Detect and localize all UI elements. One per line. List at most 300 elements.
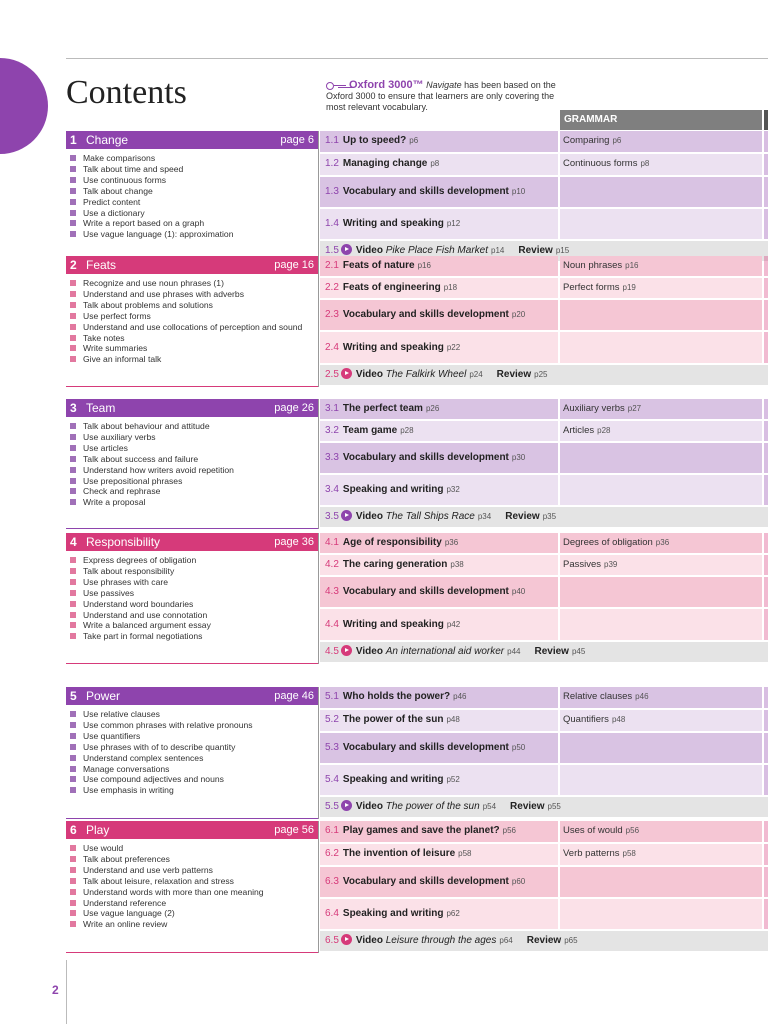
lesson-page: p52: [446, 775, 460, 784]
unit-title: Team: [86, 401, 116, 415]
bullet-square-icon: [70, 445, 76, 451]
objective-text: Use quantifiers: [83, 730, 141, 741]
lesson-number: 2.3: [325, 309, 339, 320]
lesson-title: Writing and speaking: [342, 342, 444, 353]
objective-text: Use phrases with care: [83, 576, 169, 587]
bullet-square-icon: [70, 845, 76, 851]
lesson-row[interactable]: [320, 278, 558, 298]
lesson-title: The invention of leisure: [342, 848, 456, 859]
grammar-cell: [560, 733, 762, 763]
lesson-row[interactable]: [320, 475, 558, 505]
lesson-page: p62: [446, 909, 460, 918]
objective-text: Use phrases with of to describe quantity: [83, 741, 236, 752]
lesson-number: 5.4: [325, 774, 339, 785]
lesson-page: p12: [446, 219, 461, 228]
lesson-title: Writing and speaking: [342, 218, 444, 229]
objective-item: [66, 153, 316, 164]
objective-text: Use common phrases with relative pronouns: [83, 719, 253, 730]
objective-text: Use continuous forms: [83, 174, 167, 185]
bullet-square-icon: [70, 633, 76, 639]
review-page: p25: [534, 370, 548, 379]
review-page: p15: [555, 246, 570, 255]
bullet-square-icon: [70, 478, 76, 484]
bullet-square-icon: [70, 199, 76, 205]
lesson-page: p36: [444, 538, 459, 547]
grammar-cell: [560, 687, 762, 708]
objective-text: Use prepositional phrases: [83, 475, 183, 486]
review-label: Review: [496, 369, 532, 380]
unit-number: 4: [70, 535, 77, 549]
video-label: Video: [355, 801, 383, 812]
unit-page: page 16: [274, 259, 314, 271]
lesson-row[interactable]: [320, 177, 558, 207]
video-number: 1.5: [325, 245, 339, 256]
grammar-cell: [560, 332, 762, 363]
objective-text: Write a balanced argument essay: [83, 620, 211, 631]
grammar-cell: [560, 821, 762, 842]
bullet-square-icon: [70, 612, 76, 618]
play-icon[interactable]: [341, 368, 352, 379]
bullet-square-icon: [70, 601, 76, 607]
lesson-number: 4.4: [325, 619, 339, 630]
objective-text: Take part in formal negotiations: [83, 631, 203, 642]
objective-item: [66, 186, 316, 197]
lesson-page: p26: [425, 404, 440, 413]
grammar-page: p28: [597, 426, 611, 435]
objective-text: Talk about leisure, relaxation and stress: [83, 875, 234, 886]
next-column-cell: [764, 475, 768, 505]
lesson-number: 6.1: [325, 825, 339, 836]
lesson-title: Writing and speaking: [342, 619, 444, 630]
bullet-square-icon: [70, 231, 76, 237]
objective-item: [66, 311, 316, 322]
page-title: Contents: [66, 74, 187, 111]
objective-text: Use perfect forms: [83, 310, 151, 321]
review-page: p65: [564, 936, 578, 945]
review-label: Review: [518, 245, 553, 256]
lesson-row[interactable]: [320, 867, 558, 897]
objective-item: [66, 731, 316, 742]
objective-item: [66, 164, 316, 175]
lesson-number: 3.3: [325, 452, 339, 463]
lesson-page: p48: [446, 715, 460, 724]
grammar-page: p39: [604, 560, 618, 569]
lesson-row[interactable]: [320, 899, 558, 929]
lesson-number: 1.4: [325, 218, 339, 229]
objective-item: [66, 876, 316, 887]
lesson-row[interactable]: [320, 609, 558, 640]
review-label: Review: [510, 801, 545, 812]
next-column-cell: [764, 332, 768, 363]
bullet-square-icon: [70, 324, 76, 330]
bullet-square-icon: [70, 722, 76, 728]
lesson-number: 1.1: [325, 135, 339, 146]
objective-text: Predict content: [83, 196, 141, 207]
video-page: p24: [469, 370, 483, 379]
objective-text: Understand complex sentences: [83, 752, 204, 763]
bullet-square-icon: [70, 220, 76, 226]
bullet-square-icon: [70, 910, 76, 916]
grammar-topic: Auxiliary verbs: [563, 403, 625, 414]
lesson-row[interactable]: [320, 421, 558, 441]
grammar-cell: [560, 609, 762, 640]
grammar-cell: [560, 475, 762, 505]
play-icon[interactable]: [341, 800, 352, 811]
lesson-page: p42: [446, 620, 461, 629]
next-column-cell: [764, 899, 768, 929]
grammar-cell: [560, 555, 762, 575]
objective-text: Talk about behaviour and attitude: [83, 421, 210, 431]
objective-item: [66, 854, 316, 865]
column-divider: [318, 256, 319, 387]
objective-text: Use compound adjectives and nouns: [83, 774, 224, 785]
lesson-row[interactable]: [320, 443, 558, 473]
lesson-row[interactable]: [320, 710, 558, 731]
objective-item: [66, 919, 316, 930]
grammar-cell: [560, 278, 762, 298]
objective-text: Understand and use collocations of perception and sound: [83, 321, 303, 332]
column-divider: [318, 533, 319, 664]
next-column-cell: [764, 577, 768, 607]
unit-bottom-rule: [66, 952, 318, 953]
objective-item: [66, 753, 316, 764]
lesson-page: p30: [511, 453, 526, 462]
next-column-cell: [764, 421, 768, 441]
objective-item: [66, 476, 316, 487]
lesson-title: Vocabulary and skills development: [342, 586, 509, 597]
unit-header[interactable]: [66, 533, 318, 551]
unit-number: 2: [70, 258, 77, 272]
objective-text: Talk about time and speed: [83, 163, 184, 174]
objective-item: [66, 197, 316, 208]
objective-item: [66, 610, 316, 621]
objective-item: [66, 631, 316, 642]
lesson-title: The perfect team: [342, 403, 423, 414]
grammar-cell: [560, 131, 762, 152]
objective-item: [66, 432, 316, 443]
grammar-cell: [560, 867, 762, 897]
objective-item: [66, 720, 316, 731]
unit-bottom-rule: [66, 818, 318, 819]
column-divider: [318, 821, 319, 953]
objective-item: [66, 229, 316, 240]
unit-title: Change: [86, 133, 129, 147]
objective-item: [66, 300, 316, 311]
objective-text: Use vague language (1): approximation: [83, 229, 234, 240]
page-number: 2: [52, 983, 59, 997]
objective-item: [66, 577, 316, 588]
bullet-square-icon: [70, 291, 76, 297]
grammar-cell: [560, 844, 762, 865]
bullet-square-icon: [70, 579, 76, 585]
bullet-square-icon: [70, 878, 76, 884]
review-label: Review: [505, 511, 540, 522]
lesson-number: 2.2: [325, 282, 339, 293]
objective-item: [66, 908, 316, 919]
lesson-number: 1.3: [325, 186, 339, 197]
bullet-square-icon: [70, 733, 76, 739]
objective-text: Talk about problems and solutions: [83, 299, 213, 310]
objective-item: [66, 785, 316, 796]
next-column-cell: [764, 278, 768, 298]
lesson-page: p32: [446, 485, 460, 494]
lesson-number: 5.2: [325, 714, 339, 725]
objective-item: [66, 322, 316, 333]
next-column-cell: [764, 300, 768, 330]
objective-item: [66, 278, 316, 289]
unit-header[interactable]: [66, 399, 318, 417]
column-divider: [318, 399, 319, 529]
lesson-page: p18: [443, 283, 458, 292]
lesson-number: 2.1: [325, 260, 339, 271]
objective-item: [66, 887, 316, 898]
video-review-row[interactable]: [320, 797, 768, 817]
objective-item: [66, 555, 316, 566]
unit-number: 3: [70, 401, 77, 415]
top-rule: [66, 58, 768, 59]
grammar-page: p36: [655, 538, 670, 547]
grammar-cell: [560, 533, 762, 553]
play-icon[interactable]: [341, 510, 352, 521]
play-icon[interactable]: [341, 934, 352, 945]
next-column-cell: [764, 555, 768, 575]
video-review-row[interactable]: [320, 507, 768, 527]
margin-rule: [66, 960, 67, 1024]
lesson-number: 6.2: [325, 848, 339, 859]
next-column-cell: [764, 131, 768, 152]
unit-page: page 46: [274, 690, 314, 702]
objective-text: Recognize and use noun phrases (1): [83, 278, 224, 288]
objective-item: [66, 175, 316, 186]
unit-title: Feats: [86, 258, 117, 272]
video-page: p64: [499, 936, 513, 945]
video-number: 5.5: [325, 801, 339, 812]
lesson-number: 3.4: [325, 484, 339, 495]
grammar-page: p27: [627, 404, 642, 413]
bullet-square-icon: [70, 188, 76, 194]
video-label: Video: [355, 369, 383, 380]
next-column-cell: [764, 867, 768, 897]
next-column-cell: [764, 609, 768, 640]
objective-item: [66, 865, 316, 876]
lesson-page: p16: [417, 261, 431, 270]
bullet-square-icon: [70, 210, 76, 216]
objective-text: Use relative clauses: [83, 709, 160, 719]
video-review-row[interactable]: [320, 642, 768, 662]
objective-text: Write a report based on a graph: [83, 218, 205, 229]
bullet-square-icon: [70, 568, 76, 574]
lesson-row[interactable]: [320, 209, 558, 239]
bullet-square-icon: [70, 867, 76, 873]
video-label: Video: [355, 245, 383, 256]
unit-page: page 36: [274, 536, 314, 548]
video-title: An international aid worker: [385, 646, 505, 657]
objective-text: Manage conversations: [83, 763, 170, 774]
objective-text: Understand and use verb patterns: [83, 864, 213, 875]
lesson-row[interactable]: [320, 332, 558, 363]
next-column-cell: [764, 399, 768, 419]
bullet-square-icon: [70, 177, 76, 183]
lesson-page: p40: [511, 587, 526, 596]
objective-text: Talk about preferences: [83, 853, 170, 864]
next-column-cell: [764, 177, 768, 207]
lesson-row[interactable]: [320, 687, 558, 708]
unit-number: 5: [70, 689, 77, 703]
objective-item: [66, 333, 316, 344]
lesson-title: Play games and save the planet?: [342, 825, 500, 836]
bullet-square-icon: [70, 711, 76, 717]
lesson-row[interactable]: [320, 154, 558, 175]
objective-text: Understand and use connotation: [83, 609, 208, 620]
unit-header[interactable]: [66, 687, 318, 705]
objective-item: [66, 898, 316, 909]
play-icon[interactable]: [341, 244, 352, 255]
bullet-square-icon: [70, 313, 76, 319]
bullet-square-icon: [70, 166, 76, 172]
lesson-title: The caring generation: [342, 559, 448, 570]
lesson-row[interactable]: [320, 533, 558, 553]
unit-page: page 56: [274, 824, 314, 836]
lesson-title: Team game: [342, 425, 398, 436]
grammar-cell: [560, 154, 762, 175]
unit-bottom-rule: [66, 386, 318, 387]
grammar-cell: [560, 577, 762, 607]
lesson-number: 6.4: [325, 908, 339, 919]
objective-text: Use a dictionary: [83, 207, 145, 218]
bullet-square-icon: [70, 921, 76, 927]
objective-item: [66, 343, 316, 354]
unit-title: Power: [86, 689, 121, 703]
grammar-cell: [560, 399, 762, 419]
lesson-page: p60: [511, 877, 526, 886]
objective-item: [66, 218, 316, 229]
lesson-row[interactable]: [320, 733, 558, 763]
lesson-row[interactable]: [320, 300, 558, 330]
column-divider: [318, 687, 319, 819]
lesson-page: p6: [409, 136, 419, 145]
video-label: Video: [355, 935, 383, 946]
grammar-column-header: GRAMMAR: [560, 110, 762, 130]
lesson-page: p56: [502, 826, 516, 835]
grammar-page: p48: [611, 715, 626, 724]
lesson-row[interactable]: [320, 821, 558, 842]
unit-header[interactable]: [66, 131, 318, 149]
grammar-cell: [560, 765, 762, 795]
next-column-cell: [764, 256, 768, 276]
lesson-title: Who holds the power?: [342, 691, 451, 702]
bullet-square-icon: [70, 434, 76, 440]
lesson-title: Speaking and writing: [342, 774, 444, 785]
objective-item: [66, 497, 316, 508]
grammar-topic: Quantifiers: [563, 714, 609, 725]
objective-text: Understand how writers avoid repetition: [83, 464, 234, 475]
unit-objectives: [66, 709, 316, 796]
bullet-square-icon: [70, 423, 76, 429]
unit-header[interactable]: [66, 256, 318, 274]
objective-text: Talk about success and failure: [83, 453, 199, 464]
unit-number: 1: [70, 133, 77, 147]
lesson-number: 5.1: [325, 691, 339, 702]
bullet-square-icon: [70, 622, 76, 628]
next-column-cell: [764, 821, 768, 842]
lesson-row[interactable]: [320, 131, 558, 152]
unit-page: page 6: [280, 134, 314, 146]
bullet-square-icon: [70, 155, 76, 161]
grammar-page: p19: [622, 283, 636, 292]
lesson-row[interactable]: [320, 555, 558, 575]
unit-objectives: [66, 843, 316, 930]
next-column-cell: [764, 765, 768, 795]
lesson-row[interactable]: [320, 577, 558, 607]
bullet-square-icon: [70, 356, 76, 362]
lesson-row[interactable]: [320, 256, 558, 276]
objective-item: [66, 566, 316, 577]
objective-text: Understand and use phrases with adverbs: [83, 288, 244, 299]
objective-item: [66, 620, 316, 631]
grammar-topic: Degrees of obligation: [563, 537, 653, 548]
lesson-number: 4.2: [325, 559, 339, 570]
objective-text: Make comparisons: [83, 153, 156, 163]
objective-text: Express degrees of obligation: [83, 555, 197, 565]
lesson-row[interactable]: [320, 844, 558, 865]
grammar-page: p58: [622, 849, 636, 858]
video-page: p44: [507, 647, 521, 656]
navigate-word: Navigate: [426, 80, 462, 90]
lesson-row[interactable]: [320, 765, 558, 795]
unit-bottom-rule: [66, 528, 318, 529]
lesson-title: Up to speed?: [342, 135, 407, 146]
bullet-square-icon: [70, 766, 76, 772]
bullet-square-icon: [70, 488, 76, 494]
grammar-cell: [560, 710, 762, 731]
objective-text: Write a proposal: [83, 497, 146, 508]
video-page: p14: [491, 246, 505, 255]
lesson-row[interactable]: [320, 399, 558, 419]
objective-item: [66, 486, 316, 497]
objective-item: [66, 774, 316, 785]
objective-item: [66, 443, 316, 454]
objective-text: Use emphasis in writing: [83, 785, 174, 796]
objective-item: [66, 742, 316, 753]
unit-objectives: [66, 555, 316, 642]
bullet-square-icon: [70, 456, 76, 462]
next-column-cell: [764, 533, 768, 553]
video-review-row[interactable]: [320, 365, 768, 385]
objective-text: Give an informal talk: [83, 354, 162, 365]
lesson-number: 2.4: [325, 342, 339, 353]
review-page: p45: [571, 647, 586, 656]
next-column-cell: [764, 209, 768, 239]
bullet-square-icon: [70, 499, 76, 505]
lesson-title: Age of responsibility: [342, 537, 442, 548]
key-icon: [326, 82, 346, 90]
objective-item: [66, 843, 316, 854]
unit-objectives: [66, 278, 316, 365]
grammar-topic: Passives: [563, 559, 602, 570]
objective-item: [66, 709, 316, 720]
lesson-title: Speaking and writing: [342, 484, 444, 495]
bullet-square-icon: [70, 467, 76, 473]
play-icon[interactable]: [341, 645, 352, 656]
lesson-page: p8: [430, 159, 440, 168]
grammar-page: p6: [612, 136, 622, 145]
oxford-note-text: has been based on the Oxford 3000 to ensure that learners are only covering the most relevant vocabulary.: [326, 80, 556, 112]
video-title: The Falkirk Wheel: [385, 369, 467, 380]
video-review-row[interactable]: [320, 931, 768, 951]
unit-header[interactable]: [66, 821, 318, 839]
bullet-square-icon: [70, 345, 76, 351]
objective-item: [66, 208, 316, 219]
